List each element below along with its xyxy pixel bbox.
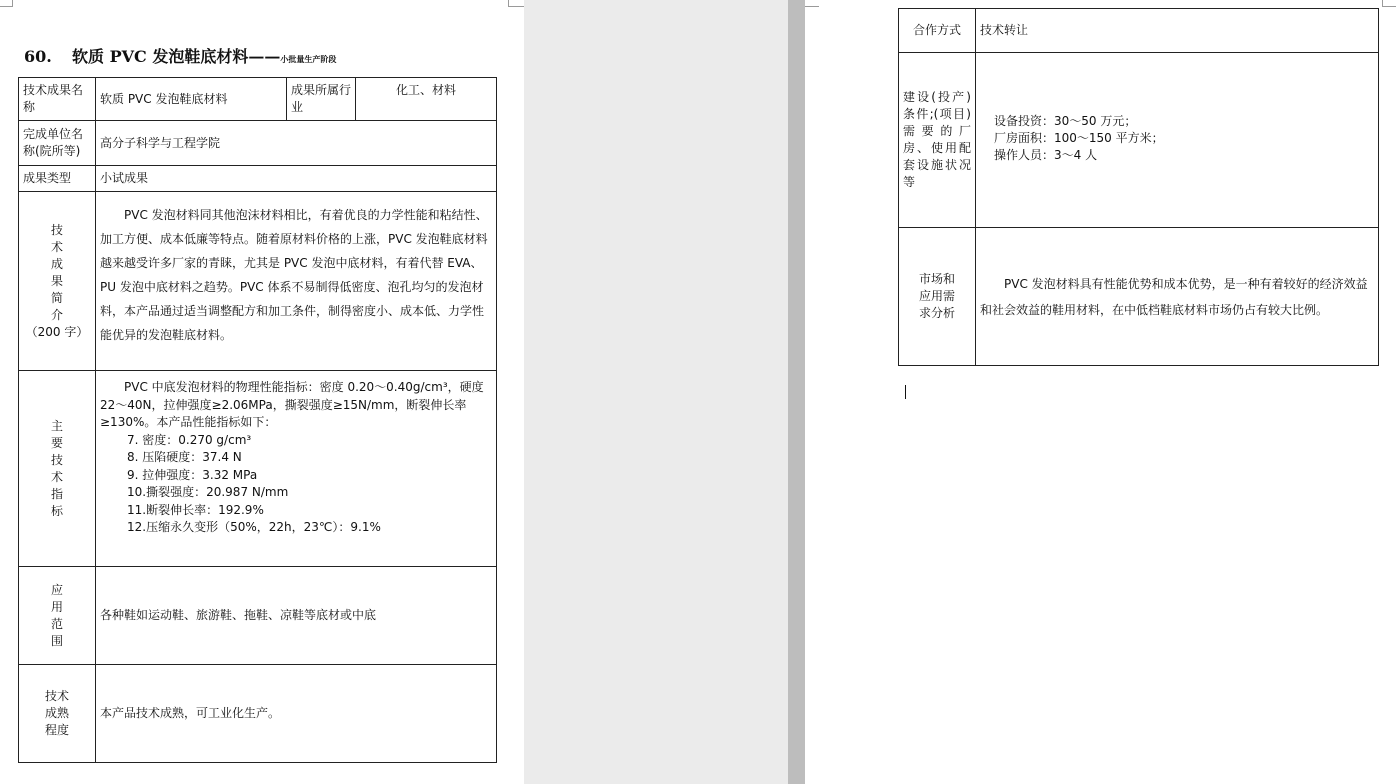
table-row <box>899 228 1379 366</box>
table-row <box>19 121 497 166</box>
spec-list <box>100 432 492 537</box>
document-page-right <box>805 0 1396 784</box>
industry-label: 成果所属行业 <box>287 78 356 121</box>
list-item: 7. 密度：0.270 g/cm³ <box>127 432 252 447</box>
market-text: PVC 发泡材料具有性能优势和成本优势，是一种有着较好的经济效益和社会效益的鞋用材料，在中低档鞋底材料市场仍占有较大比例。 <box>980 276 1368 317</box>
table-row <box>899 9 1379 53</box>
table-row <box>19 166 497 192</box>
list-item: 操作人员：3～4 人 <box>994 148 1098 162</box>
crop-mark <box>1382 6 1396 7</box>
application-value: 各种鞋如运动鞋、旅游鞋、拖鞋、凉鞋等底材或中底 <box>96 567 497 665</box>
crop-mark <box>508 6 524 7</box>
unit-value: 高分子科学与工程学院 <box>96 121 497 166</box>
list-item: 11.断裂伸长率：192.9% <box>127 502 264 517</box>
coop-label: 合作方式 <box>899 9 976 53</box>
section-title-text: 软质 PVC 发泡鞋底材料—— <box>72 47 281 66</box>
crop-mark <box>0 6 12 7</box>
unit-label: 完成单位名称(院所等) <box>19 121 96 166</box>
table-row <box>19 78 497 121</box>
industry-value: 化工、材料 <box>356 78 497 121</box>
tech-info-table <box>18 77 497 763</box>
section-title <box>24 44 336 67</box>
crop-mark <box>12 0 13 7</box>
list-item: 9. 拉伸强度：3.32 MPa <box>127 467 258 482</box>
document-page-left <box>0 0 524 784</box>
list-item: 10.撕裂强度：20.987 N/mm <box>127 485 289 499</box>
crop-mark <box>508 0 509 7</box>
spec-cell <box>96 371 497 567</box>
market-label: 市场和 应用需 求分析 <box>899 228 976 366</box>
list-item: 厂房面积：100～150 平方米； <box>994 131 1164 145</box>
list-item: 8. 压陷硬度：37.4 N <box>127 450 242 464</box>
list-item: 设备投资：30～50 万元； <box>994 114 1137 128</box>
table-row <box>19 567 497 665</box>
page-gap <box>788 0 805 784</box>
cooperation-table <box>898 8 1379 366</box>
intro-label: 技 术 成 果 简 介 （200 字） <box>19 192 96 371</box>
stage-note: 小批量生产阶段 <box>280 54 337 64</box>
table-row <box>19 665 497 763</box>
text-cursor[interactable] <box>905 385 906 399</box>
section-number: 60. <box>24 47 52 66</box>
maturity-label: 技术 成熟 程度 <box>19 665 96 763</box>
intro-cell <box>96 192 497 371</box>
table-row <box>19 192 497 371</box>
type-label: 成果类型 <box>19 166 96 192</box>
crop-mark <box>805 6 819 7</box>
type-value: 小试成果 <box>96 166 497 192</box>
table-row <box>899 53 1379 228</box>
build-cell <box>976 53 1379 228</box>
coop-value: 技术转让 <box>976 9 1379 53</box>
list-item: 12.压缩永久变形（50%，22h，23℃）：9.1% <box>127 520 381 534</box>
workspace-background <box>524 0 788 784</box>
spec-label: 主 要 技 术 指 标 <box>19 371 96 567</box>
intro-text: PVC 发泡材料同其他泡沫材料相比，有着优良的力学性能和粘结性、加工方便、成本低廉等特点。随着原材料价格的上涨，PVC 发泡鞋底材料越来越受许多厂家的青睐，尤其是 PVC 发泡中底材料，有着代替 EVA、PU 发泡中底材料之趋势。PVC 体系不易制得低密度、泡孔均匀的发泡材料，本产品通过适当调整配方和加工条件，制得密度小、成本低、力学性能优异的发泡鞋底材料。 <box>100 208 488 342</box>
table-row <box>19 371 497 567</box>
name-label: 技术成果名称 <box>19 78 96 121</box>
spec-intro: PVC 中底发泡材料的物理性能指标：密度 0.20～0.40g/cm³，硬度 22～40N，拉伸强度≥2.06MPa，撕裂强度≥15N/mm，断裂伸长率≥130%。本产品性能指标如下： <box>100 380 484 429</box>
market-cell <box>976 228 1379 366</box>
application-label: 应 用 范 围 <box>19 567 96 665</box>
maturity-value: 本产品技术成熟，可工业化生产。 <box>96 665 497 763</box>
crop-mark <box>1382 0 1383 7</box>
build-label: 建设(投产)条件;(项目)需要的厂房、使用配套设施状况等 <box>899 53 976 228</box>
name-value: 软质 PVC 发泡鞋底材料 <box>96 78 287 121</box>
